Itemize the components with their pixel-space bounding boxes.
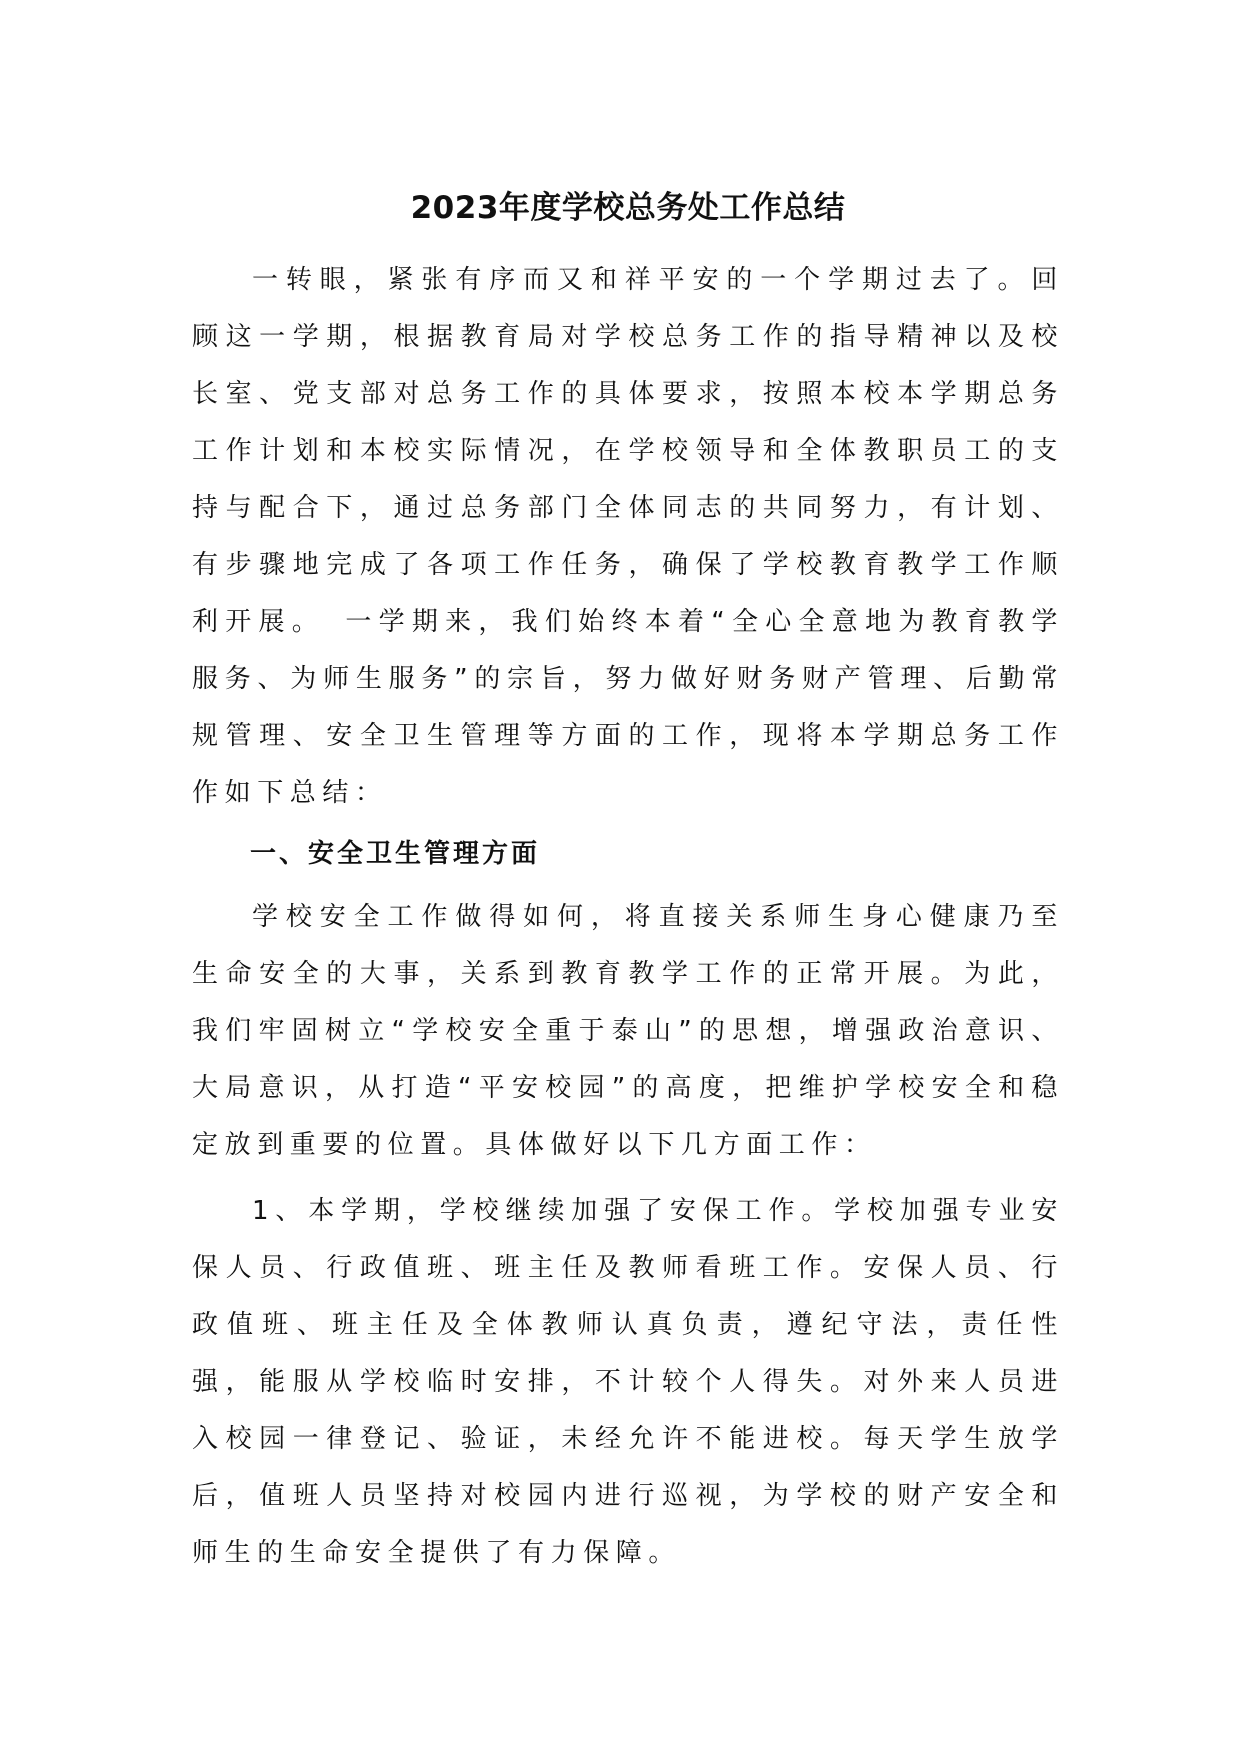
safety-item-1: 1、本学期，学校继续加强了安保工作。学校加强专业安保人员、行政值班、班主任及教师看班工作。安保人员、行政值班、班主任及全体教师认真负责，遵纪守法，责任性强，能服从学校临时安排，不计较个人得失。对外来人员进入校园一律登记、验证，未经允许不能进校。每天学生放学后，值班人员坚持对校园内进行巡视，为学校的财产安全和师生的生命安全提供了有力保障。 [192,1196,1064,1568]
intro-paragraph: 一转眼，紧张有序而又和祥平安的一个学期过去了。回顾这一学期，根据教育局对学校总务工作的指导精神以及校长室、党支部对总务工作的具体要求，按照本校本学期总务工作计划和本校实际情况，在学校领导和全体教职员工的支持与配合下，通过总务部门全体同志的共同努力，有计划、有步骤地完成了各项工作任务，确保了学校教育教学工作顺利开展。 一学期来，我们始终本着“全心全意地为教育教学服务、为师生服务”的宗旨，努力做好财务财产管理、后勤常规管理、安全卫生管理等方面的工作，现将本学期总务工作作如下总结： [192,265,1064,808]
document-title: 2023年度学校总务处工作总结 [410,190,846,226]
safety-paragraph: 学校安全工作做得如何，将直接关系师生身心健康乃至生命安全的大事，关系到教育教学工作的正常开展。为此，我们牢固树立“学校安全重于泰山”的思想，增强政治意识、大局意识，从打造“平安校园”的高度，把维护学校安全和稳定放到重要的位置。具体做好以下几方面工作： [192,902,1064,1160]
document-body [192,186,1064,1582]
section-heading-safety: 一、安全卫生管理方面 [250,839,541,869]
